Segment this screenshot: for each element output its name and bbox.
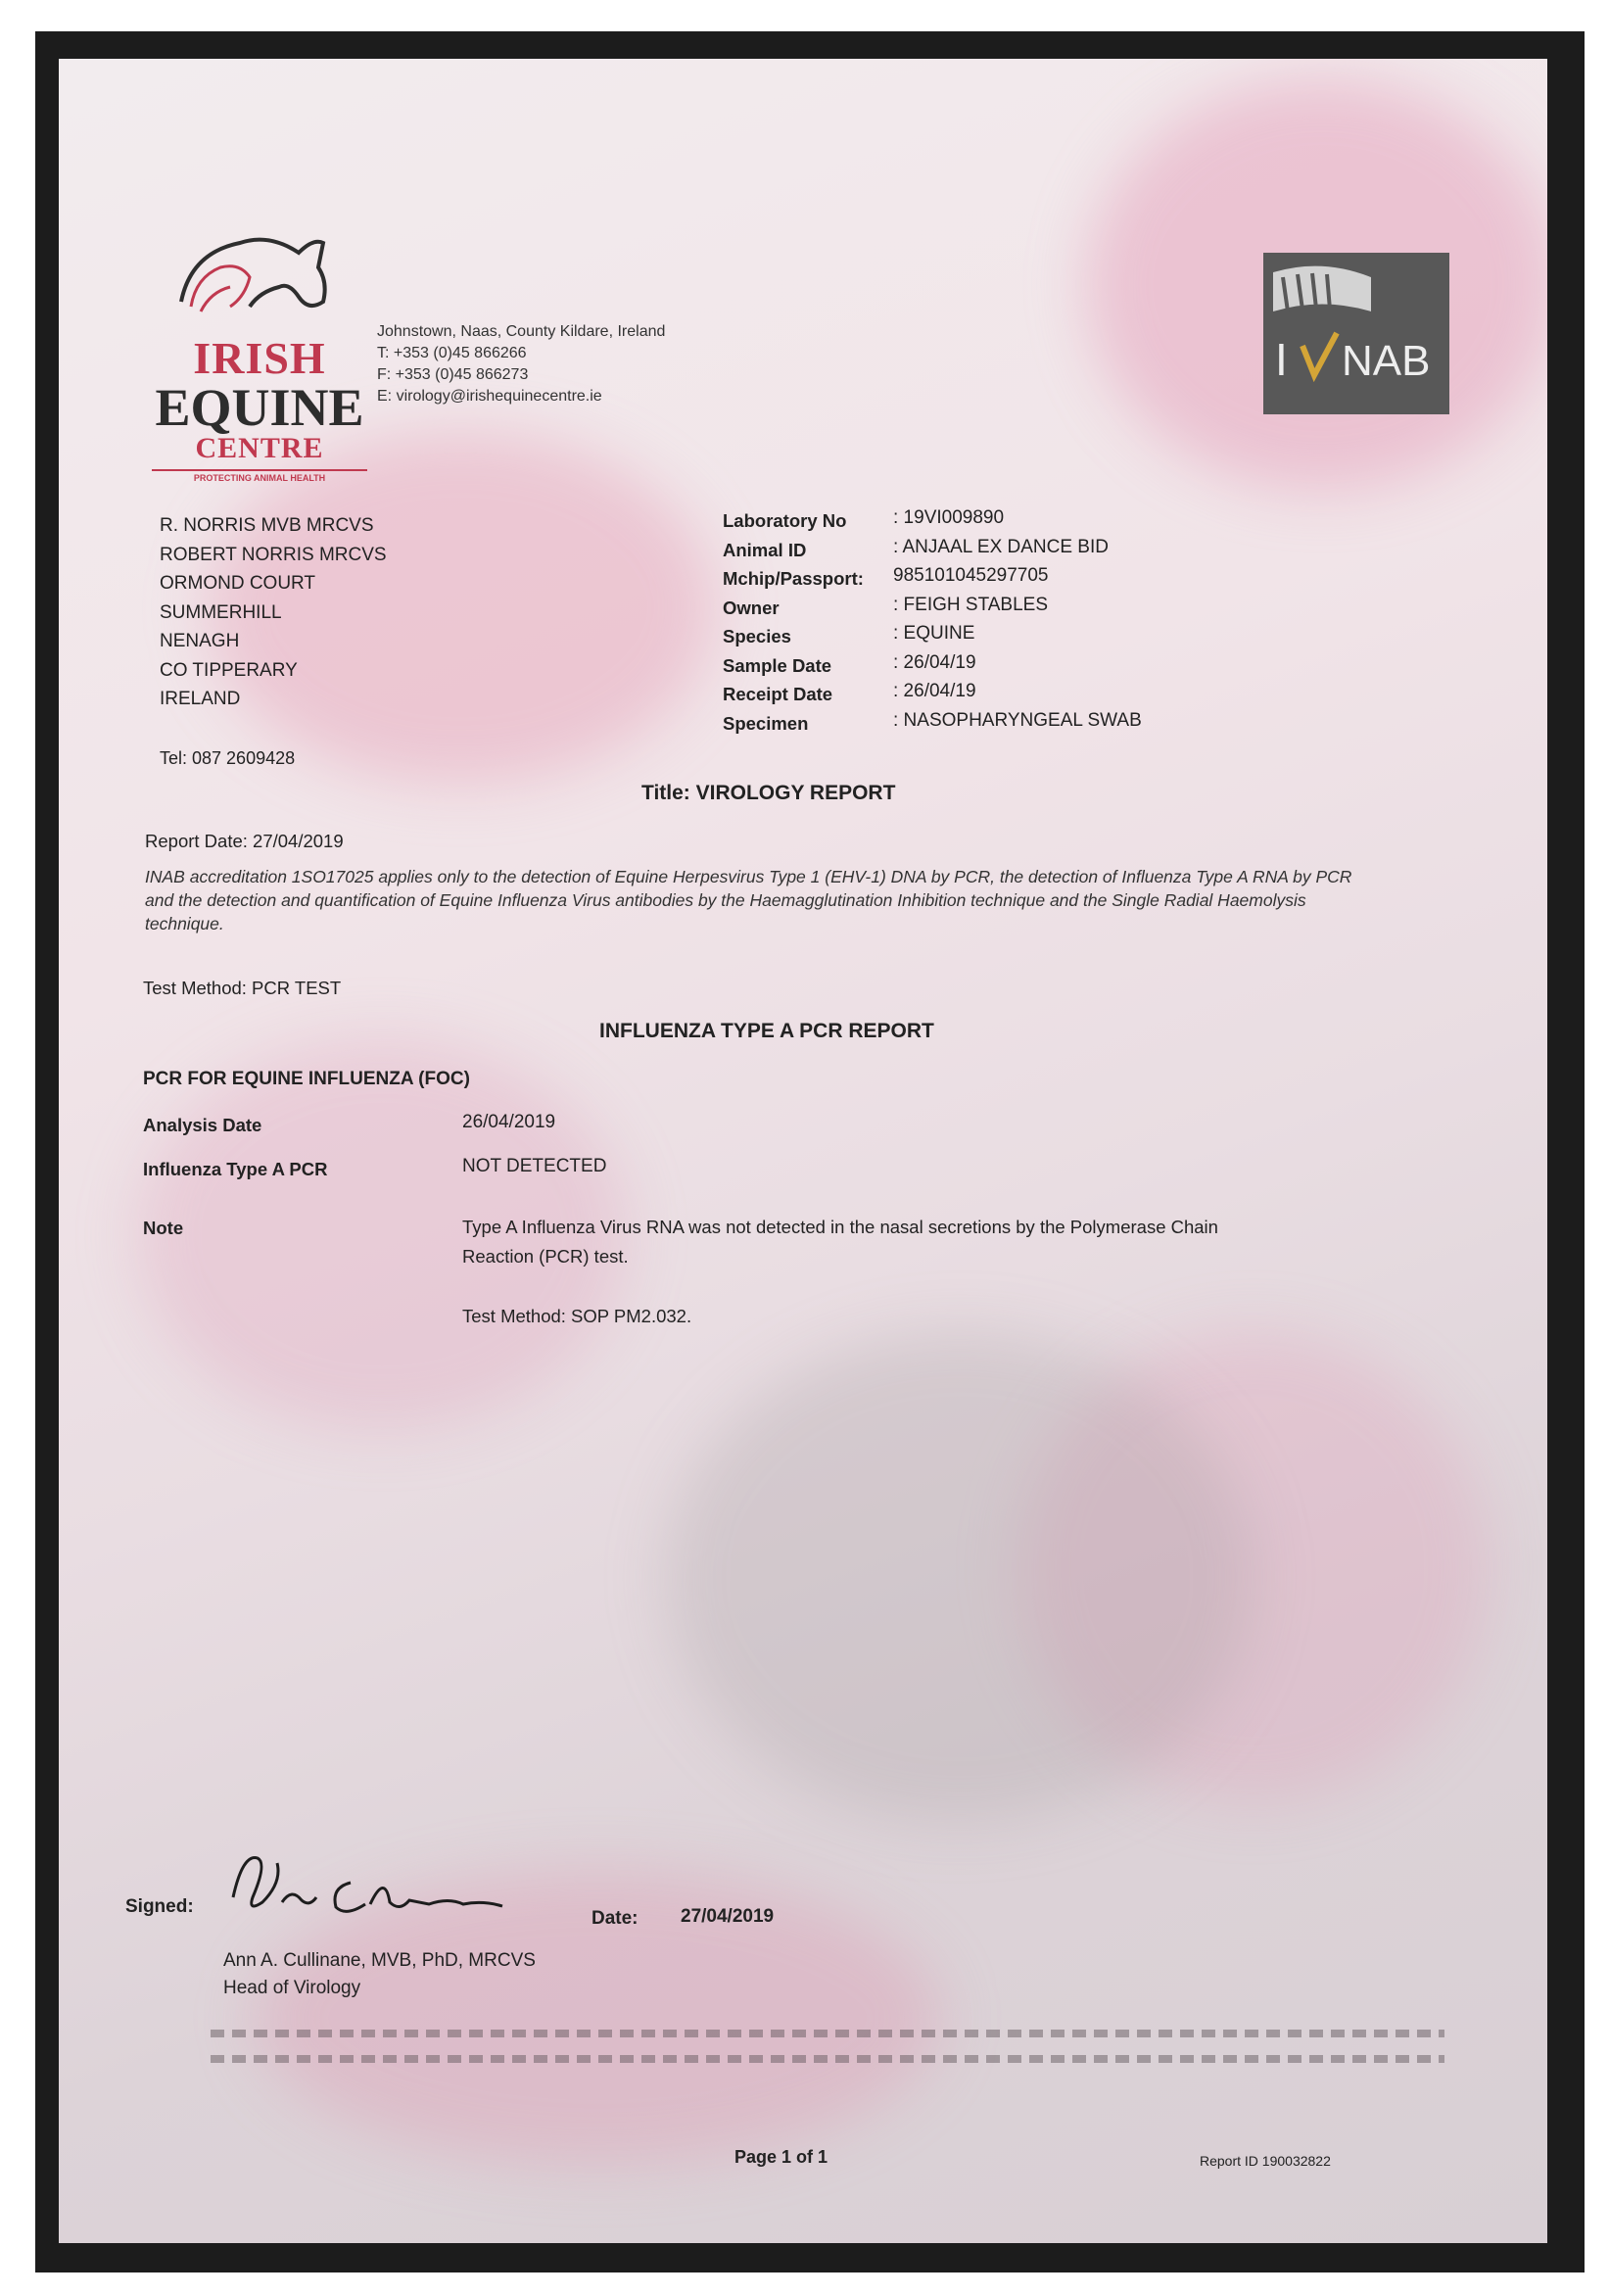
centre-email: E: virology@irishequinecentre.ie [377,388,602,405]
irish-equine-centre-logo [152,214,367,483]
logo-irish-text: IRISH [193,333,326,383]
report-title: Title: VIROLOGY REPORT [641,782,896,804]
page-number: Page 1 of 1 [734,2147,828,2167]
centre-address: Johnstown, Naas, County Kildare, Ireland [377,323,666,340]
result-value: NOT DETECTED [462,1156,607,1176]
centre-contact-block [377,321,665,407]
test-method: Test Method: PCR TEST [143,978,342,998]
recipient-line: IRELAND [160,689,241,709]
analysis-date-value: 26/04/2019 [462,1112,556,1132]
value-sample-date: : 26/04/19 [893,651,976,673]
date-label: Date: [592,1908,639,1929]
recipient-address [160,511,387,714]
logo-equine-text: EQUINE [155,378,364,437]
test-method-sop: Test Method: SOP PM2.032. [462,1306,692,1326]
report-date: Report Date: 27/04/2019 [145,831,344,851]
recipient-line: SUMMERHILL [160,601,282,623]
inab-mark-graphic [1263,253,1449,414]
recipient-line: NENAGH [160,631,240,651]
inab-letter-i: I [1275,334,1288,385]
label-owner: Owner [723,597,780,618]
report-id: Report ID 190032822 [1200,2153,1331,2169]
signature-graphic [223,1843,517,1937]
label-animal-id: Animal ID [723,539,807,560]
label-sample-date: Sample Date [723,654,832,676]
signer-block [223,1947,536,2002]
value-mchip-passport: 985101045297705 [893,565,1049,586]
value-animal-id: : ANJAAL EX DANCE BID [893,536,1109,557]
label-receipt-date: Receipt Date [723,684,833,704]
accreditation-note: INAB accreditation 1SO17025 applies only to the detection of Equine Herpesvirus Type 1 (EHV-1) DNA by PCR, the detection of Influenza Type A RNA by PCR and the detection and quantification of Equine Influenza Virus antibodies by the Haemagglutination Inhibition technique and the Single Radial Haemolysis technique. [145,867,1352,933]
label-mchip-passport: Mchip/Passport: [723,568,864,589]
recipient-line: ROBERT NORRIS MRCVS [160,544,387,565]
recipient-tel: Tel: 087 2609428 [160,748,296,768]
signer-role: Head of Virology [223,1978,361,1998]
sample-info-values [893,503,1142,735]
value-specimen: : NASOPHARYNGEAL SWAB [893,709,1142,731]
note-text: Type A Influenza Virus RNA was not detected in the nasal secretions by the Polymerase Chain Reaction (PCR) test. [462,1217,1218,1267]
analysis-date-label: Analysis Date [143,1115,262,1135]
footer-disclaimer-illegible [211,2030,1444,2081]
label-laboratory-no: Laboratory No [723,510,847,531]
signer-name: Ann A. Cullinane, MVB, PhD, MRCVS [223,1950,536,1971]
logo-tagline: PROTECTING ANIMAL HEALTH [152,469,367,483]
centre-phone: T: +353 (0)45 866266 [377,345,527,361]
horse-head-icon [152,214,367,331]
pcr-heading: PCR FOR EQUINE INFLUENZA (FOC) [143,1069,470,1089]
label-specimen: Specimen [723,712,809,734]
value-owner: : FEIGH STABLES [893,594,1049,615]
inab-letters: NAB [1342,337,1431,385]
label-species: Species [723,626,791,646]
logo-centre-text: CENTRE [195,432,324,464]
note-label: Note [143,1218,184,1238]
result-label: Influenza Type A PCR [143,1159,328,1179]
section-heading: INFLUENZA TYPE A PCR REPORT [599,1020,934,1042]
date-value: 27/04/2019 [681,1906,775,1927]
value-receipt-date: : 26/04/19 [893,681,976,701]
recipient-line: R. NORRIS MVB MRCVS [160,515,374,536]
signed-label: Signed: [125,1896,194,1917]
sample-info-labels [723,506,864,738]
centre-fax: F: +353 (0)45 866273 [377,366,529,383]
inab-accreditation-icon [1263,253,1449,414]
value-laboratory-no: : 19VI009890 [893,507,1005,528]
recipient-line: CO TIPPERARY [160,659,298,681]
value-species: : EQUINE [893,623,975,644]
recipient-line: ORMOND COURT [160,573,316,594]
